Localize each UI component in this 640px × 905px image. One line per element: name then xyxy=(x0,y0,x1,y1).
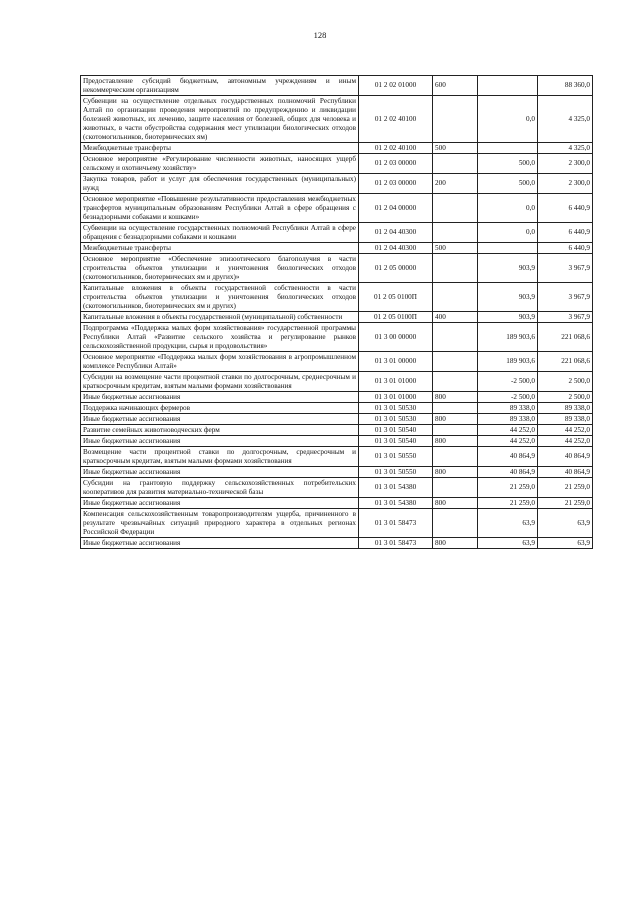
row-name-cell: Субвенции на осуществление отдельных государственных полномочий Республики Алтай по организации проведения мероприятий по предупреждению и ликвидации болезней животных, их лечению, защите населения от болезней, общих для человека и животных, в части обустройства содержания мест утилизации биологических отходов (скотомогильников, биотермических ям) xyxy=(81,96,359,143)
row-value-1-cell xyxy=(478,143,538,154)
row-type-cell xyxy=(433,403,478,414)
row-name-cell: Капитальные вложения в объекты государственной собственности в части строительства объектов утилизации и уничтожения биологических отходов (скотомогильников, биотермических ям и других) xyxy=(81,283,359,312)
row-name-cell: Закупка товаров, работ и услуг для обеспечения государственных (муниципальных) нужд xyxy=(81,174,359,194)
row-code-cell: 01 3 01 00000 xyxy=(359,352,433,372)
table-row xyxy=(81,392,593,403)
row-name-cell: Основное мероприятие «Поддержка малых форм хозяйствования в агропромышленном комплексе Республики Алтай» xyxy=(81,352,359,372)
row-code-cell: 01 3 01 54380 xyxy=(359,478,433,498)
row-code-cell: 01 3 01 58473 xyxy=(359,509,433,538)
row-name-cell: Капитальные вложения в объекты государственной (муниципальной) собственности xyxy=(81,312,359,323)
table-row xyxy=(81,478,593,498)
row-name-cell: Иные бюджетные ассигнования xyxy=(81,414,359,425)
row-name-cell: Иные бюджетные ассигнования xyxy=(81,538,359,549)
row-value-1-cell: 500,0 xyxy=(478,154,538,174)
row-type-cell xyxy=(433,352,478,372)
row-name-cell: Основное мероприятие «Повышение результативности предоставления межбюджетных трансфертов муниципальным образованиям Республики Алтай в сфере обращения с безнадзорными собаками и кошками» xyxy=(81,194,359,223)
row-type-cell xyxy=(433,425,478,436)
row-value-2-cell: 4 325,0 xyxy=(538,96,593,143)
row-type-cell xyxy=(433,372,478,392)
row-value-1-cell: 0,0 xyxy=(478,223,538,243)
row-value-2-cell: 21 259,0 xyxy=(538,498,593,509)
row-code-cell: 01 2 04 00000 xyxy=(359,194,433,223)
row-value-2-cell: 21 259,0 xyxy=(538,478,593,498)
row-type-cell: 600 xyxy=(433,76,478,96)
table-row xyxy=(81,538,593,549)
row-name-cell: Подпрограмма «Поддержка малых форм хозяйствования» государственной программы Республики Алтай «Развитие сельского хозяйства и регулирование рынков сельскохозяйственной продукции, сырья и продовольствия» xyxy=(81,323,359,352)
row-value-1-cell: 189 903,6 xyxy=(478,352,538,372)
row-value-2-cell: 221 068,6 xyxy=(538,323,593,352)
row-value-1-cell: -2 500,0 xyxy=(478,392,538,403)
row-value-1-cell: 903,9 xyxy=(478,283,538,312)
row-name-cell: Предоставление субсидий бюджетным, автономным учреждениям и иным некоммерческим организациям xyxy=(81,76,359,96)
table-row xyxy=(81,509,593,538)
table-row xyxy=(81,425,593,436)
row-code-cell: 01 2 05 0100П xyxy=(359,312,433,323)
row-type-cell: 800 xyxy=(433,467,478,478)
row-value-2-cell: 63,9 xyxy=(538,509,593,538)
row-value-1-cell: 40 864,9 xyxy=(478,447,538,467)
row-type-cell: 400 xyxy=(433,312,478,323)
row-value-2-cell: 221 068,6 xyxy=(538,352,593,372)
row-name-cell: Субсидии на возмещение части процентной ставки по долгосрочным, среднесрочным и краткосрочным кредитам, взятым малыми формами хозяйствования xyxy=(81,372,359,392)
row-value-2-cell: 2 300,0 xyxy=(538,174,593,194)
table-row xyxy=(81,403,593,414)
row-value-1-cell: 63,9 xyxy=(478,538,538,549)
row-value-1-cell: 903,9 xyxy=(478,312,538,323)
row-code-cell: 01 2 02 40100 xyxy=(359,96,433,143)
row-name-cell: Компенсация сельскохозяйственным товаропроизводителям ущерба, причиненного в результате чрезвычайных ситуаций природного характера в отдельных регионах Российской Федерации xyxy=(81,509,359,538)
row-value-2-cell: 2 500,0 xyxy=(538,392,593,403)
row-type-cell: 800 xyxy=(433,498,478,509)
row-value-1-cell: 0,0 xyxy=(478,194,538,223)
table-row xyxy=(81,352,593,372)
budget-table xyxy=(80,75,593,549)
row-type-cell: 800 xyxy=(433,414,478,425)
row-value-2-cell: 89 338,0 xyxy=(538,403,593,414)
table-row xyxy=(81,467,593,478)
row-code-cell: 01 3 00 00000 xyxy=(359,323,433,352)
table-row xyxy=(81,143,593,154)
row-type-cell: 200 xyxy=(433,174,478,194)
row-value-2-cell: 3 967,9 xyxy=(538,283,593,312)
row-value-1-cell: 21 259,0 xyxy=(478,478,538,498)
row-value-2-cell: 44 252,0 xyxy=(538,436,593,447)
budget-table-body xyxy=(81,76,593,549)
row-value-2-cell: 6 440,9 xyxy=(538,194,593,223)
row-code-cell: 01 3 01 50540 xyxy=(359,436,433,447)
row-code-cell: 01 2 04 40300 xyxy=(359,243,433,254)
table-row xyxy=(81,254,593,283)
row-value-2-cell: 44 252,0 xyxy=(538,425,593,436)
row-value-1-cell: 500,0 xyxy=(478,174,538,194)
row-type-cell xyxy=(433,509,478,538)
row-code-cell: 01 2 03 00000 xyxy=(359,154,433,174)
row-type-cell xyxy=(433,154,478,174)
row-value-1-cell: 21 259,0 xyxy=(478,498,538,509)
row-type-cell xyxy=(433,323,478,352)
row-value-2-cell: 4 325,0 xyxy=(538,143,593,154)
row-value-2-cell: 89 338,0 xyxy=(538,414,593,425)
row-name-cell: Развитие семейных животноводческих ферм xyxy=(81,425,359,436)
row-code-cell: 01 2 03 00000 xyxy=(359,174,433,194)
row-type-cell: 800 xyxy=(433,392,478,403)
row-code-cell: 01 2 05 00000 xyxy=(359,254,433,283)
row-value-1-cell: 89 338,0 xyxy=(478,403,538,414)
row-type-cell xyxy=(433,96,478,143)
row-name-cell: Основное мероприятие «Обеспечение эпизоотического благополучия в части строительства объектов утилизации и уничтожения биологических отходов (скотомогильников, биотермических ям и других)» xyxy=(81,254,359,283)
table-row xyxy=(81,323,593,352)
row-code-cell: 01 3 01 54380 xyxy=(359,498,433,509)
row-code-cell: 01 3 01 50530 xyxy=(359,403,433,414)
table-row xyxy=(81,243,593,254)
table-row xyxy=(81,414,593,425)
row-name-cell: Возмещение части процентной ставки по долгосрочным, среднесрочным и краткосрочным кредитам, взятым малыми формами хозяйствования xyxy=(81,447,359,467)
row-name-cell: Поддержка начинающих фермеров xyxy=(81,403,359,414)
row-value-1-cell: 89 338,0 xyxy=(478,414,538,425)
row-type-cell xyxy=(433,283,478,312)
table-row xyxy=(81,283,593,312)
row-code-cell: 01 2 04 40300 xyxy=(359,223,433,243)
row-value-2-cell: 40 864,9 xyxy=(538,447,593,467)
row-name-cell: Субсидии на грантовую поддержку сельскохозяйственных потребительских кооперативов для развития материально-технической базы xyxy=(81,478,359,498)
row-type-cell: 800 xyxy=(433,538,478,549)
table-row xyxy=(81,194,593,223)
row-code-cell: 01 3 01 58473 xyxy=(359,538,433,549)
row-value-1-cell xyxy=(478,76,538,96)
row-name-cell: Основное мероприятие «Регулирование численности животных, наносящих ущерб сельскому и охотничьему хозяйству» xyxy=(81,154,359,174)
row-code-cell: 01 3 01 50550 xyxy=(359,467,433,478)
table-row xyxy=(81,174,593,194)
row-value-2-cell: 63,9 xyxy=(538,538,593,549)
row-type-cell xyxy=(433,223,478,243)
row-name-cell: Субвенции на осуществление государственных полномочий Республики Алтай в сфере обращения с безнадзорными собаками и кошками xyxy=(81,223,359,243)
row-name-cell: Иные бюджетные ассигнования xyxy=(81,498,359,509)
row-value-2-cell: 2 300,0 xyxy=(538,154,593,174)
row-type-cell xyxy=(433,478,478,498)
table-row xyxy=(81,96,593,143)
table-row xyxy=(81,223,593,243)
row-value-1-cell: 44 252,0 xyxy=(478,436,538,447)
row-value-2-cell: 2 500,0 xyxy=(538,372,593,392)
row-type-cell xyxy=(433,194,478,223)
row-value-2-cell: 88 360,0 xyxy=(538,76,593,96)
table-row xyxy=(81,436,593,447)
row-value-2-cell: 40 864,9 xyxy=(538,467,593,478)
row-value-1-cell: 63,9 xyxy=(478,509,538,538)
row-type-cell: 800 xyxy=(433,436,478,447)
row-type-cell xyxy=(433,254,478,283)
row-type-cell xyxy=(433,447,478,467)
row-value-1-cell: 903,9 xyxy=(478,254,538,283)
row-code-cell: 01 3 01 01000 xyxy=(359,372,433,392)
row-value-1-cell: 0,0 xyxy=(478,96,538,143)
table-row xyxy=(81,447,593,467)
row-value-1-cell: 189 903,6 xyxy=(478,323,538,352)
row-name-cell: Иные бюджетные ассигнования xyxy=(81,392,359,403)
row-value-2-cell: 3 967,9 xyxy=(538,254,593,283)
row-type-cell: 500 xyxy=(433,243,478,254)
row-name-cell: Межбюджетные трансферты xyxy=(81,243,359,254)
row-value-1-cell: 44 252,0 xyxy=(478,425,538,436)
row-value-1-cell: 40 864,9 xyxy=(478,467,538,478)
row-code-cell: 01 3 01 01000 xyxy=(359,392,433,403)
row-name-cell: Иные бюджетные ассигнования xyxy=(81,467,359,478)
table-row xyxy=(81,372,593,392)
row-code-cell: 01 3 01 50540 xyxy=(359,425,433,436)
row-value-2-cell: 6 440,9 xyxy=(538,223,593,243)
row-type-cell: 500 xyxy=(433,143,478,154)
row-value-1-cell: -2 500,0 xyxy=(478,372,538,392)
page-number: 128 xyxy=(313,30,327,40)
row-value-2-cell: 6 440,9 xyxy=(538,243,593,254)
row-code-cell: 01 3 01 50550 xyxy=(359,447,433,467)
table-row xyxy=(81,312,593,323)
table-row xyxy=(81,154,593,174)
row-value-1-cell xyxy=(478,243,538,254)
row-code-cell: 01 2 02 01000 xyxy=(359,76,433,96)
row-code-cell: 01 2 02 40100 xyxy=(359,143,433,154)
row-code-cell: 01 2 05 0100П xyxy=(359,283,433,312)
row-value-2-cell: 3 967,9 xyxy=(538,312,593,323)
table-row xyxy=(81,76,593,96)
row-code-cell: 01 3 01 50530 xyxy=(359,414,433,425)
table-row xyxy=(81,498,593,509)
row-name-cell: Иные бюджетные ассигнования xyxy=(81,436,359,447)
row-name-cell: Межбюджетные трансферты xyxy=(81,143,359,154)
